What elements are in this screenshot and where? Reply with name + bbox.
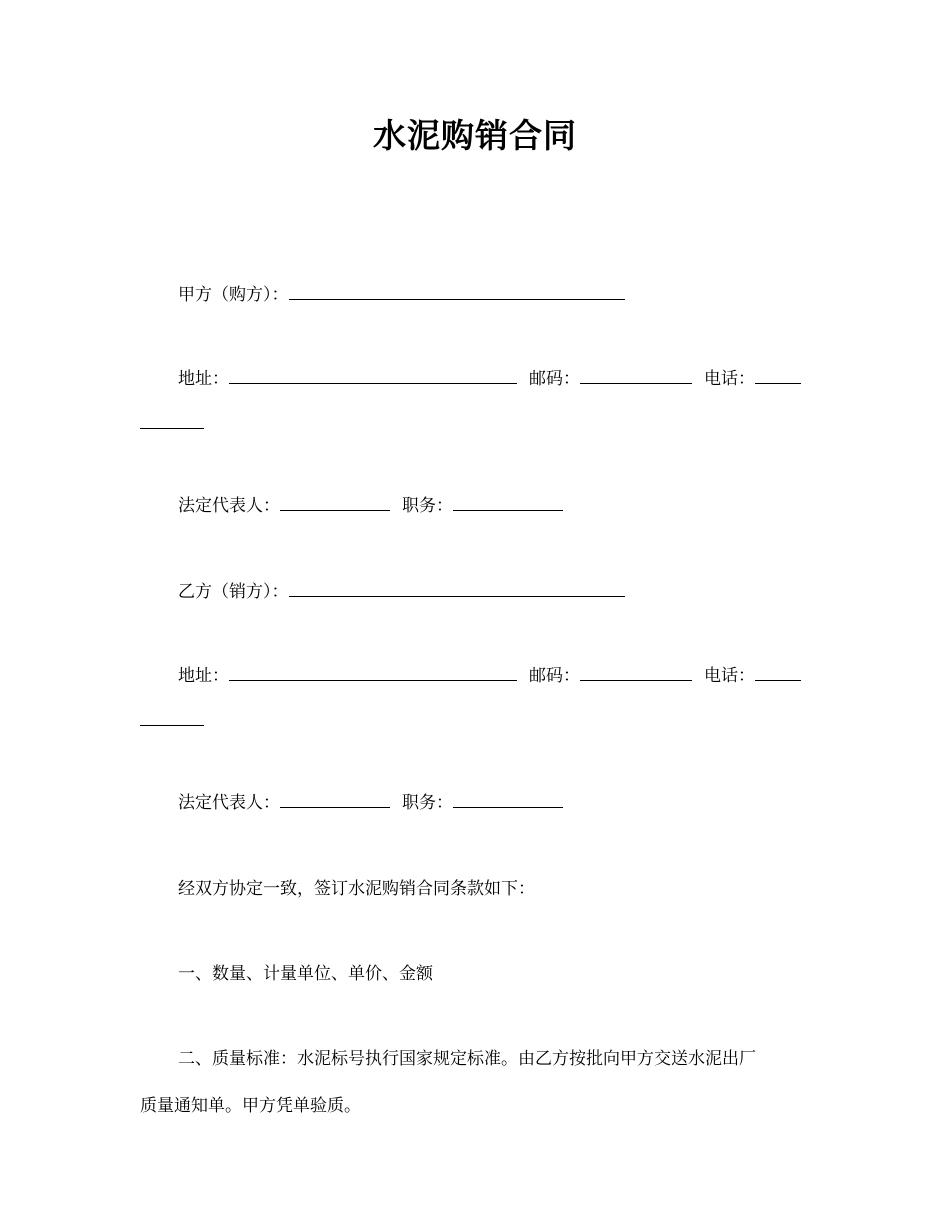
party-a-address-line xyxy=(178,367,801,391)
party-b-postcode-blank[interactable] xyxy=(580,666,692,681)
party-a-phone-label: 电话： xyxy=(704,369,755,389)
party-b-position-blank[interactable] xyxy=(453,793,563,808)
party-a-rep-label: 法定代表人： xyxy=(178,496,280,516)
party-a-name-blank[interactable] xyxy=(289,285,625,300)
party-b-postcode-label: 邮码： xyxy=(529,666,580,686)
party-b-address-blank[interactable] xyxy=(229,666,517,681)
clause-2-line-2: 质量通知单。甲方凭单验质。 xyxy=(140,1096,361,1116)
party-b-phone-label: 电话： xyxy=(704,666,755,686)
party-a-postcode-blank[interactable] xyxy=(580,369,692,384)
clause-2-line-1: 二、质量标准：水泥标号执行国家规定标准。由乙方按批向甲方交送水泥出厂 xyxy=(178,1049,756,1069)
party-a-phone-blank[interactable] xyxy=(755,369,801,384)
party-b-rep-label: 法定代表人： xyxy=(178,793,280,813)
party-a-rep-line xyxy=(178,494,563,518)
party-b-rep-line xyxy=(178,791,563,815)
party-b-rep-blank[interactable] xyxy=(280,793,390,808)
party-b-phone-blank[interactable] xyxy=(755,666,801,681)
party-a-label: 甲方（购方）： xyxy=(178,285,289,305)
clause-1: 一、数量、计量单位、单价、金额 xyxy=(178,964,433,984)
party-b-position-label: 职务： xyxy=(402,793,453,813)
document-title: 水泥购销合同 xyxy=(373,116,577,155)
party-a-address-label: 地址： xyxy=(178,369,229,389)
party-a-address-blank[interactable] xyxy=(229,369,517,384)
party-a-position-blank[interactable] xyxy=(453,496,563,511)
party-b-phone-continuation xyxy=(140,709,204,733)
party-b-line xyxy=(178,580,625,604)
party-b-label: 乙方（销方）： xyxy=(178,582,289,602)
party-b-phone-blank-continued[interactable] xyxy=(140,711,204,726)
party-a-phone-blank-continued[interactable] xyxy=(140,414,204,429)
party-a-phone-continuation xyxy=(140,412,204,436)
party-b-address-label: 地址： xyxy=(178,666,229,686)
party-a-rep-blank[interactable] xyxy=(280,496,390,511)
party-b-address-line xyxy=(178,664,801,688)
party-b-name-blank[interactable] xyxy=(289,582,625,597)
party-a-postcode-label: 邮码： xyxy=(529,369,580,389)
party-a-line xyxy=(178,283,625,307)
party-a-position-label: 职务： xyxy=(402,496,453,516)
intro-paragraph: 经双方协定一致，签订水泥购销合同条款如下： xyxy=(178,879,535,899)
